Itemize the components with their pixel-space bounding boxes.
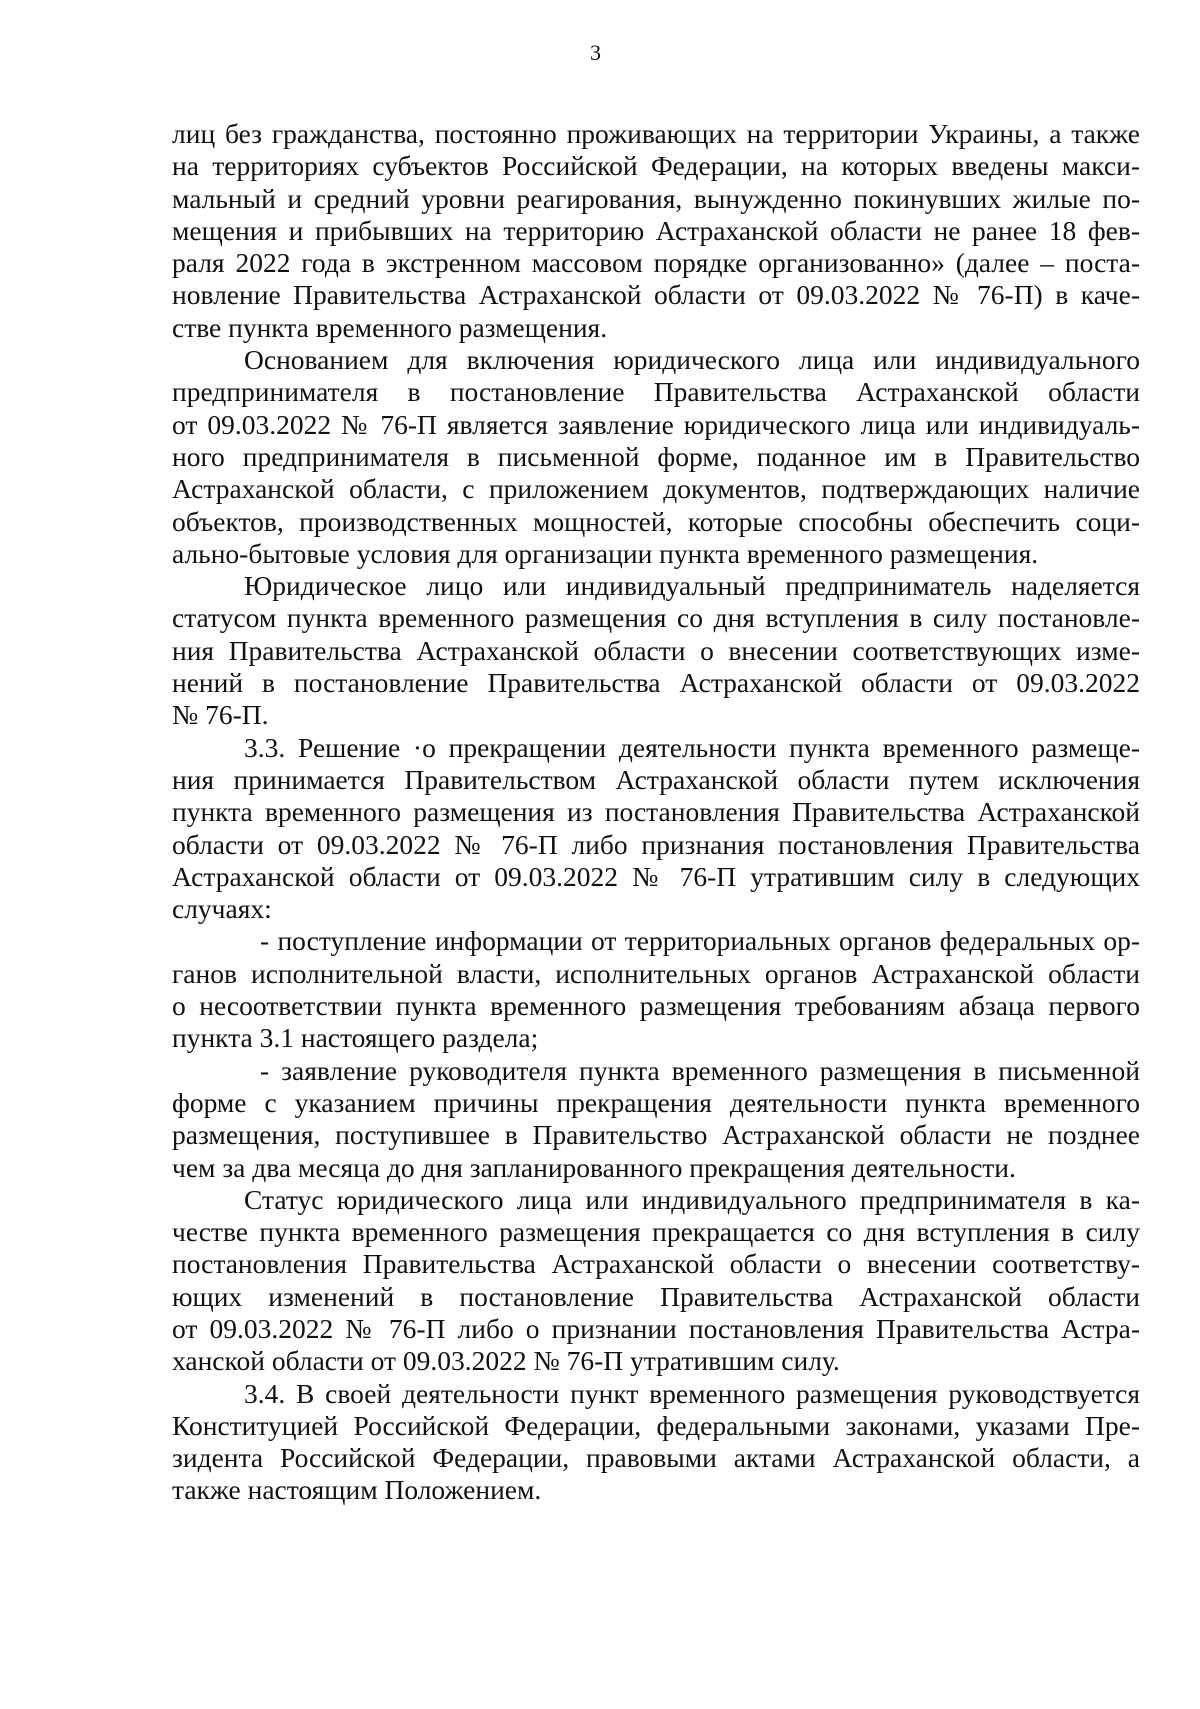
text-line: случаях: (172, 893, 272, 925)
text-line: ния Правительства Астраханской области о внесении соответствующих изме- (172, 634, 1140, 666)
text-line: Астраханской области от 09.03.2022 № 76-П утратившим силу в следующих (172, 860, 1140, 892)
text-line: объектов, производственных мощностей, которые способны обеспечить соци- (172, 505, 1140, 537)
text-line: на территориях субъектов Российской Федерации, на которых введены макси- (172, 150, 1140, 182)
text-line: ющих изменений в постановление Правительства Астраханской области (172, 1280, 1140, 1312)
text-line: предпринимателя в постановление Правительства Астраханской области (172, 376, 1140, 408)
text-line: ганов исполнительной власти, исполнительных органов Астраханской области (172, 957, 1140, 989)
text-line: форме с указанием причины прекращения деятельности пункта временного (172, 1086, 1140, 1118)
text-line: раля 2022 года в экстренном массовом порядке организованно» (далее – поста- (172, 247, 1140, 279)
text-line: мальный и средний уровни реагирования, вынужденно покинувших жилые по- (172, 182, 1140, 214)
text-line: Астраханской области, с приложением документов, подтверждающих наличие (172, 473, 1140, 505)
text-line: от 09.03.2022 № 76-П либо о признании постановления Правительства Астра- (172, 1312, 1140, 1344)
text-line: зидента Российской Федерации, правовыми актами Астраханской области, а (172, 1442, 1140, 1474)
text-line: стве пункта временного размещения. (172, 311, 608, 343)
text-line: о несоответствии пункта временного размещения требованиям абзаца первого (172, 990, 1140, 1022)
text-line: 3.3. Решение ·о прекращении деятельности пункта временного размеще- (244, 731, 1140, 763)
text-line: - заявление руководителя пункта временного размещения в письменной (260, 1054, 1140, 1086)
text-line: пункта 3.1 настоящего раздела; (172, 1022, 539, 1054)
text-line: пункта временного размещения из постановления Правительства Астраханской (172, 796, 1140, 828)
page-number: 3 (590, 40, 601, 65)
text-line: от 09.03.2022 № 76-П является заявление юридического лица или индивидуаль- (172, 408, 1140, 440)
text-line: - поступление информации от территориальных органов федеральных ор- (260, 925, 1140, 957)
text-line: ного предпринимателя в письменной форме, поданное им в Правительство (172, 440, 1140, 472)
text-line: размещения, поступившее в Правительство Астраханской области не позднее (172, 1119, 1140, 1151)
text-line: Конституцией Российской Федерации, федеральными законами, указами Пре- (172, 1409, 1140, 1441)
text-line: постановления Правительства Астраханской области о внесении соответству- (172, 1248, 1140, 1280)
text-line: Статус юридического лица или индивидуального предпринимателя в ка- (244, 1183, 1140, 1215)
text-line: чем за два месяца до дня запланированного прекращения деятельности. (172, 1151, 1016, 1183)
text-line: 3.4. В своей деятельности пункт временного размещения руководствуется (244, 1377, 1140, 1409)
text-line: № 76-П. (172, 699, 269, 731)
text-line: новление Правительства Астраханской области от 09.03.2022 № 76-П) в каче- (172, 279, 1140, 311)
text-line: лиц без гражданства, постоянно проживающих на территории Украины, а также (172, 118, 1140, 149)
text-line: области от 09.03.2022 № 76-П либо признания постановления Правительства (172, 828, 1140, 860)
text-line: также настоящим Положением. (172, 1474, 542, 1506)
text-line: ханской области от 09.03.2022 № 76-П утратившим силу. (172, 1345, 840, 1377)
text-line: мещения и прибывших на территорию Астраханской области не ранее 18 фев- (172, 214, 1140, 246)
text-line: нений в постановление Правительства Астраханской области от 09.03.2022 (172, 667, 1140, 699)
document-body (172, 118, 1140, 1507)
text-line: ния принимается Правительством Астраханской области путем исключения (172, 763, 1140, 795)
text-line: Юридическое лицо или индивидуальный предприниматель наделяется (244, 570, 1140, 602)
text-line: Основанием для включения юридического лица или индивидуального (244, 344, 1140, 376)
text-line: ально-бытовые условия для организации пункта временного размещения. (172, 537, 1039, 569)
text-line: честве пункта временного размещения прекращается со дня вступления в силу (172, 1216, 1140, 1248)
text-line: статусом пункта временного размещения со дня вступления в силу постановле- (172, 602, 1140, 634)
